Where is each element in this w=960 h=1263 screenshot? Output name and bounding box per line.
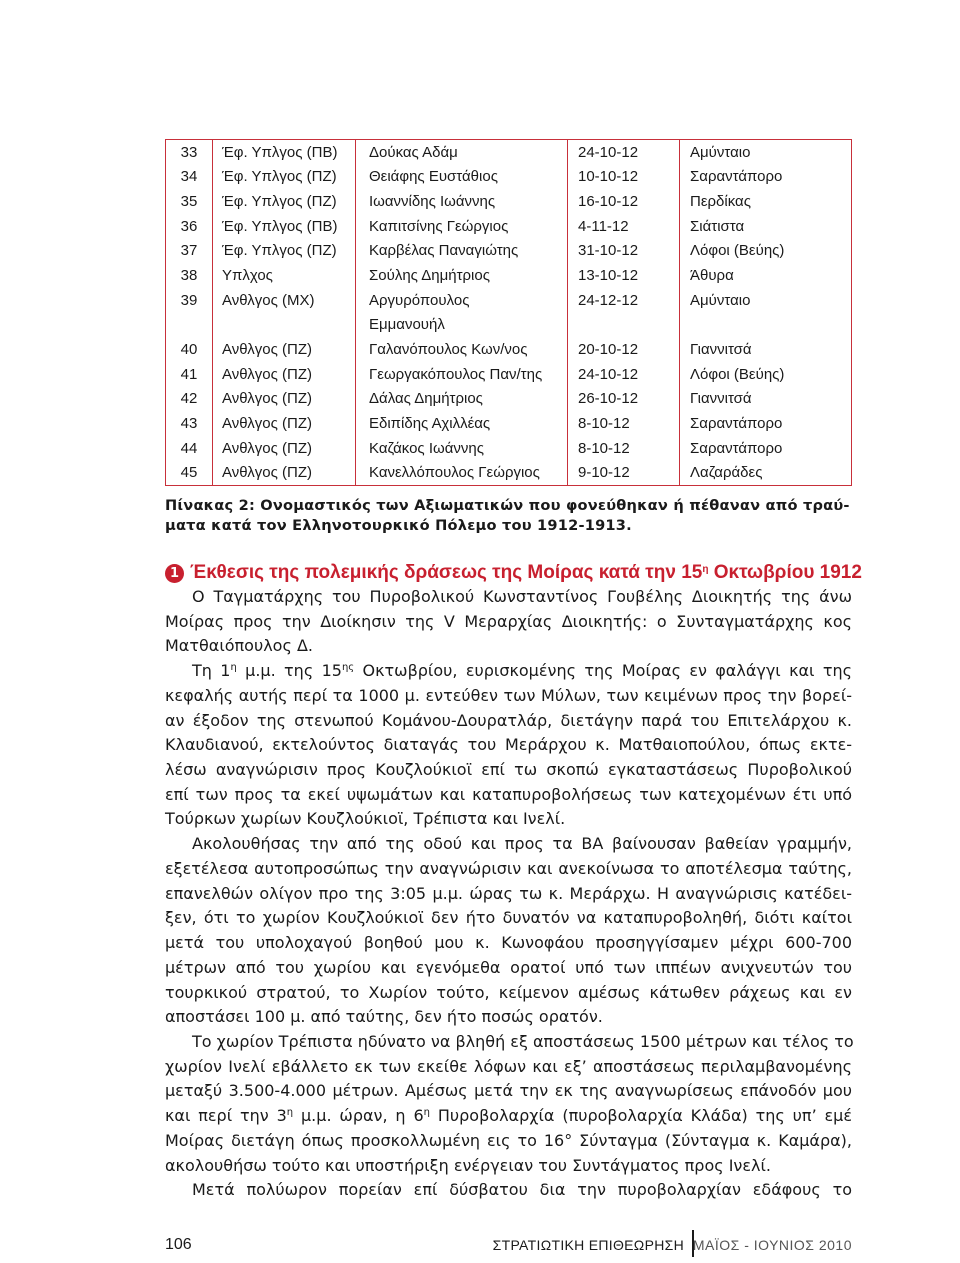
table-cell-name: Κανελλόπουλος Γεώργιος — [356, 461, 568, 486]
table-cell-name: Καζάκος Ιωάννης — [356, 436, 568, 461]
paragraph-3-line: αποστάσει 100 μ. από ταύτης, δεν ήτο ποσώς ορατόν. — [165, 1007, 603, 1027]
table-cell-date: 8-10-12 — [568, 436, 680, 461]
table-row — [166, 189, 852, 214]
paragraph-3-line: μέτρων από του χωρίου και εγενόμεθα ορατοί υπό των ιππέων ανιχνευτών του — [165, 957, 852, 977]
table-cell-rank: Ανθλγος (ΠΖ) — [213, 461, 356, 486]
table-cell-date: 16-10-12 — [568, 189, 680, 214]
table-cell-name: Ιωαννίδης Ιωάννης — [356, 189, 568, 214]
table-cell-num: 36 — [166, 214, 213, 239]
paragraph-3-line: επανελθών ολίγον προ της 3:05 μ.μ. ώρας τω κ. Μεράρχω. Η αναγνώρισις κατέδει- — [165, 883, 852, 903]
table-cell-num: 43 — [166, 411, 213, 436]
paragraph-4-line: μεταξύ 3.500-4.000 μέτρων. Αμέσως μετά την εκ της αναγνωρίσεως επάνοδόν μου — [165, 1081, 852, 1101]
ordinal-sup: η — [230, 662, 237, 674]
paragraph-3-line: εξετέλεσα αυτοπροσώπως την αναγνώρισιν και ανεκοίνωσα το αποτέλεσμα ταύτης, — [165, 858, 852, 878]
table-row — [166, 411, 852, 436]
table-cell-place: Γιαννιτσά — [680, 387, 852, 412]
text-run: Τη 1 — [192, 661, 231, 681]
table-cell-date: 8-10-12 — [568, 411, 680, 436]
table-cell-place: Λόφοι (Βεύης) — [680, 362, 852, 387]
table-row — [166, 436, 852, 461]
table-cell-place: Λόφοι (Βεύης) — [680, 239, 852, 264]
table-cell-num: 33 — [166, 140, 213, 165]
table-row — [166, 387, 852, 412]
table-cell-name: Σούλης Δημήτριος — [356, 263, 568, 288]
section-heading-sup: η — [702, 564, 709, 575]
table-cell-num: 45 — [166, 461, 213, 486]
table-cell-num: 38 — [166, 263, 213, 288]
table-row — [166, 140, 852, 165]
table-cell-name: Εδιπίδης Αχιλλέας — [356, 411, 568, 436]
table-cell-name: Καρβέλας Παναγιώτης — [356, 239, 568, 264]
table-cell-place: Γιαννιτσά — [680, 337, 852, 362]
table-cell-place: Σαραντάπορο — [680, 436, 852, 461]
table-cell-rank: Έφ. Υπλγος (ΠΒ) — [213, 214, 356, 239]
table-cell-place: Αμύνταιο — [680, 288, 852, 313]
section-heading — [165, 560, 865, 586]
table-cell-name: Δάλας Δημήτριος — [356, 387, 568, 412]
paragraph-2-line: Τούρκων χωρίων Κουζλούκιοϊ, Τρέπιστα και Ινελί. — [165, 809, 566, 829]
paragraph-1-line: Ματθαιόπουλος Δ. — [165, 636, 313, 656]
table-cell-name: Γαλανόπουλος Κων/νος — [356, 337, 568, 362]
table-cell-num: 42 — [166, 387, 213, 412]
table-row — [166, 165, 852, 190]
table-cell-date — [568, 313, 680, 338]
paragraph-4-line: Μοίρας διετάγη όπως προσκολλωμένη εις το 16° Σύνταγμα (Σύνταγμα κ. Καμάρα), — [165, 1130, 852, 1150]
table-caption-line-1: Πίνακας 2: Ονομαστικός των Αξιωματικών που φονεύθηκαν ή πέθαναν από τραύ- — [165, 497, 850, 514]
text-run: μ.μ. ώραν, η 6 — [293, 1106, 424, 1126]
report-body — [165, 585, 852, 1203]
paragraph-2-line: αν έξοδον της στενωπού Κομάνου-Δουρατλάρ, διετάγην παρά του Επιτελάρχου κ. — [165, 710, 852, 730]
table-cell-date: 24-10-12 — [568, 140, 680, 165]
table-row — [166, 337, 852, 362]
table-cell-name: Δούκας Αδάμ — [356, 140, 568, 165]
table-row — [166, 461, 852, 486]
paragraph-5-line: Μετά πολύωρον πορείαν επί δύσβατου δια την πυροβολαρχίαν εδάφους το — [192, 1180, 852, 1200]
table-cell-rank: Έφ. Υπλγος (ΠΖ) — [213, 189, 356, 214]
table-cell-rank: Έφ. Υπλγος (ΠΒ) — [213, 140, 356, 165]
paragraph-2-line: επί των προς τα εκεί υψωμάτων και καταπυροβολήσεως των κατεχομένων έτι υπό — [165, 784, 852, 804]
paragraph-2-line: κεφαλής αυτής περί τα 1000 μ. εντεύθεν των Μύλων, των κειμένων προς την βορεί- — [165, 685, 852, 705]
section-bullet-icon: 1 — [165, 564, 184, 583]
table-caption — [165, 496, 855, 536]
table-cell-rank: Ανθλγος (ΠΖ) — [213, 411, 356, 436]
table-cell-num: 39 — [166, 288, 213, 313]
table-cell-place: Σαραντάπορο — [680, 411, 852, 436]
table-cell-place: Λαζαράδες — [680, 461, 852, 486]
table-cell-date: 26-10-12 — [568, 387, 680, 412]
ordinal-sup: η — [423, 1107, 430, 1119]
table-row — [166, 313, 852, 338]
table-cell-date: 31-10-12 — [568, 239, 680, 264]
paragraph-2-line: λέσω αναγνώρισιν προς Κουζλούκιοϊ επί τω σκοπώ εγκαταστάσεως Πυροβολικού — [165, 760, 852, 780]
table-cell-rank — [213, 313, 356, 338]
paragraph-2-line — [165, 659, 852, 684]
text-run: Οκτωβρίου, ευρισκομένης της Μοίρας εν φαλάγγι και της — [354, 661, 852, 681]
table-cell-rank: Ανθλγος (ΜΧ) — [213, 288, 356, 313]
table-cell-num: 34 — [166, 165, 213, 190]
table-cell-place: Περδίκας — [680, 189, 852, 214]
page-footer — [165, 1236, 852, 1258]
paragraph-4-line: ακολουθήσω τούτο και υποστήριξη ενέργειαν του Συντάγματος προς Ινελί. — [165, 1155, 771, 1175]
table-cell-place: Σαραντάπορο — [680, 165, 852, 190]
table-cell-num: 41 — [166, 362, 213, 387]
table-cell-rank: Ανθλγος (ΠΖ) — [213, 387, 356, 412]
table-cell-rank: Έφ. Υπλγος (ΠΖ) — [213, 239, 356, 264]
table-cell-name: Θειάφης Ευστάθιος — [356, 165, 568, 190]
text-run: μ.μ. της 15 — [236, 661, 342, 681]
journal-name: ΣΤΡΑΤΙΩΤΙΚΗ ΕΠΙΘΕΩΡΗΣΗ — [492, 1237, 684, 1253]
table-cell-rank: Ανθλγος (ΠΖ) — [213, 362, 356, 387]
paragraph-3-line: τουρκικού στρατού, το Χωρίον τούτο, κείμενον αμέσως κάτωθεν ράχεως και εν — [165, 982, 852, 1002]
ordinal-sup: η — [286, 1107, 294, 1119]
table-cell-date: 13-10-12 — [568, 263, 680, 288]
officers-table — [165, 139, 852, 486]
table-cell-name: Αργυρόπουλος — [356, 288, 568, 313]
table-cell-place — [680, 313, 852, 338]
table-cell-rank: Υπλχος — [213, 263, 356, 288]
table-cell-date: 24-10-12 — [568, 362, 680, 387]
table-cell-date: 24-12-12 — [568, 288, 680, 313]
paragraph-1-line: Μοίρας προς την Διοίκησιν της V Μεραρχίας Διοικητής: ο Συνταγματάρχης κος — [165, 611, 852, 631]
section-heading-date: Οκτωβρίου 1912 — [708, 562, 862, 583]
table-cell-name: Καπιτσίνης Γεώργιος — [356, 214, 568, 239]
ordinal-sup: ης — [341, 662, 355, 674]
table-cell-place: Άθυρα — [680, 263, 852, 288]
table-cell-num: 40 — [166, 337, 213, 362]
table-cell-num: 35 — [166, 189, 213, 214]
table-cell-place: Αμύνταιο — [680, 140, 852, 165]
table-cell-rank: Ανθλγος (ΠΖ) — [213, 436, 356, 461]
table-cell-rank: Ανθλγος (ΠΖ) — [213, 337, 356, 362]
table-cell-num: 37 — [166, 239, 213, 264]
table-cell-date: 4-11-12 — [568, 214, 680, 239]
officers-table-body — [166, 140, 852, 486]
paragraph-3-line: Ακολουθήσας την από της οδού και προς τα ΒΑ βαίνουσαν βαθείαν γραμμήν, — [192, 834, 852, 854]
table-cell-num: 44 — [166, 436, 213, 461]
table-cell-name: Γεωργακόπουλος Παν/της — [356, 362, 568, 387]
paragraph-1-line: Ο Ταγματάρχης του Πυροβολικού Κωνσταντίνος Γουβέλης Διοικητής της άνω — [192, 587, 852, 606]
table-cell-date: 10-10-12 — [568, 165, 680, 190]
table-cell-date: 9-10-12 — [568, 461, 680, 486]
issue-date: ΜΑΪΟΣ - ΙΟΥΝΙΟΣ 2010 — [692, 1237, 852, 1253]
table-cell-num — [166, 313, 213, 338]
table-row — [166, 288, 852, 313]
text-run: και περί την 3 — [165, 1106, 287, 1126]
table-cell-place: Σιάτιστα — [680, 214, 852, 239]
table-row — [166, 239, 852, 264]
paragraph-2-line: Κλαυδιανού, εκτελούντος διαταγάς του Μεράρχου κ. Ματθαιοπούλου, όπως εκτε- — [165, 735, 852, 755]
table-row — [166, 263, 852, 288]
table-caption-line-2: ματα κατά τον Ελληνοτουρκικό Πόλεμο του 1912-1913. — [165, 517, 632, 534]
paragraph-4-line: Το χωρίον Τρέπιστα ηδύνατο να βληθή εξ αποστάσεως 1500 μέτρων και τέλος το — [192, 1031, 854, 1051]
page-number: 106 — [165, 1236, 192, 1253]
text-run: Πυροβολαρχία (πυροβολαρχία Κλάδα) της υπ’ εμέ — [429, 1106, 853, 1126]
table-cell-date: 20-10-12 — [568, 337, 680, 362]
paragraph-3-line: ξεν, ότι το χωρίον Κουζλούκιοϊ δεν ήτο δυνατόν να καταπυροβοληθή, διότι καίτοι — [165, 908, 852, 928]
section-heading-text: Έκθεσις της πολεμικής δράσεως της Μοίρας κατά την 15 — [190, 562, 703, 583]
table-cell-rank: Έφ. Υπλγος (ΠΖ) — [213, 165, 356, 190]
table-row — [166, 362, 852, 387]
paragraph-4-line: χωρίον Ινελί εβάλλετο εκ των εκείθε λόφων και εξ’ αποστάσεως περιλαμβανομένης — [165, 1056, 852, 1076]
paragraph-3-line: μετά του υπολοχαγού βοηθού μου κ. Κωνοφάου προσηγγίσαμεν μέχρι 600-700 — [165, 933, 852, 953]
table-row — [166, 214, 852, 239]
paragraph-4-line — [165, 1104, 852, 1129]
table-cell-name: Εμμανουήλ — [356, 313, 568, 338]
